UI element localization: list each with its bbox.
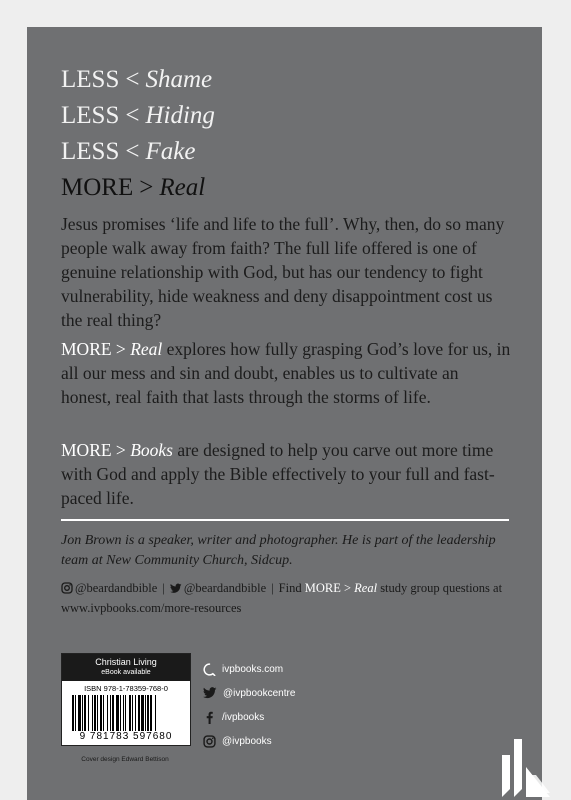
headline-term: Real [159,174,206,201]
contact-text: @ivpbookcentre [223,687,296,699]
category-label: Christian Living [95,657,157,667]
barcode-bar [84,695,86,731]
headline-fake [61,137,195,167]
barcode-bar [94,695,96,731]
headline-separator: > [139,174,154,201]
barcode-bar [135,695,136,731]
instagram-icon [61,581,75,595]
headline-separator: < [125,102,140,129]
instagram-handle[interactable]: @beardandbible [75,581,158,595]
barcode-bar [97,695,98,731]
barcode-bar [123,695,124,731]
barcode-bar [138,695,140,731]
barcode-bar [125,695,126,731]
barcode-bar [110,695,111,731]
contact-text: /ivpbooks [222,711,265,723]
headline-word: LESS [61,102,120,129]
contact-twitter[interactable] [203,681,295,705]
contact-text: @ivpbooks [222,735,272,747]
barcode-bar [72,695,74,731]
series-title: Books [130,440,173,460]
headline-hiding [61,101,215,131]
web-icon [203,663,216,676]
separator: | [162,581,165,595]
barcode-bar [103,695,104,731]
headline-word: LESS [61,138,120,165]
barcode-bar [141,695,144,731]
barcode-bar [112,695,114,731]
barcode-digits: 9 781783 597680 [79,731,173,742]
barcode-bar [147,695,149,731]
publisher-logo [498,737,554,799]
headline-term: Hiding [145,102,215,129]
barcode-bar [129,695,131,731]
barcode-bar [78,695,81,731]
series-label: MORE > [304,581,355,595]
paragraph-text: are designed to help you carve out more time with God and apply the Bible effectively to your full and fast-paced life. [61,440,495,508]
isbn-number: ISBN 978-1-78359-768-0 [84,684,168,693]
barcode-bar [132,695,133,731]
facebook-icon [203,711,216,724]
series-label: MORE > [61,339,131,359]
format-label: eBook available [101,669,151,676]
headline-shame [61,65,212,95]
barcode-bar [88,695,89,731]
series-title: Real [130,339,163,359]
series-label: MORE > [61,440,131,460]
headline-separator: < [125,66,140,93]
barcode-bar [120,695,121,731]
blurb-paragraph-2 [61,337,511,409]
barcode-bar [116,695,119,731]
contact-web[interactable] [203,657,295,681]
find-text: Find [278,581,305,595]
instagram-icon [203,735,216,748]
barcode [70,695,182,731]
twitter-icon [203,687,217,699]
headline-word: LESS [61,66,120,93]
headline-term: Shame [145,66,213,93]
blurb-paragraph-3 [61,438,511,510]
category-header [62,654,190,681]
headline-word: MORE [61,174,134,201]
series-title: Real [354,581,378,595]
headline-real [61,173,205,203]
barcode-bar [145,695,146,731]
separator: | [271,581,274,595]
barcode-bar [82,695,83,731]
cover-design-credit: Cover design Edward Bettison [81,756,169,763]
divider [61,519,509,521]
contact-text: ivpbooks.com [222,663,284,675]
headline-separator: < [125,138,140,165]
author-bio: Jon Brown is a speaker, writer and photographer. He is part of the leadership team at New Community Church, Sidcup. [61,533,496,568]
barcode-bar [75,695,76,731]
blurb-paragraph-1: Jesus promises ‘life and life to the full’. Why, then, do so many people walk away from faith? The full life offered is one of genuine relationship with God, but has our tendency to fight vulnerability, hide weakness and deny disappointment cost us the real thing? [61,214,505,330]
barcode-bar [150,695,152,731]
publisher-contacts [203,657,295,753]
headline-term: Fake [145,138,196,165]
paragraph-text: explores how fully grasping God’s love for us, in all our mess and sin and doubt, enables us to cultivate an honest, real faith that lasts through the storms of life. [61,339,511,407]
back-cover [27,27,542,800]
contact-instagram[interactable] [203,729,295,753]
barcode-bar [92,695,93,731]
barcode-bar [107,695,108,731]
isbn-box [61,653,191,746]
twitter-icon [170,581,184,595]
social-line [61,578,531,618]
contact-facebook[interactable] [203,705,295,729]
barcode-bar [155,695,156,731]
resources-text: study group questions at www.ivpbooks.com/more-resources [61,581,503,615]
barcode-bar [100,695,102,731]
twitter-handle[interactable]: @beardandbible [183,581,267,595]
